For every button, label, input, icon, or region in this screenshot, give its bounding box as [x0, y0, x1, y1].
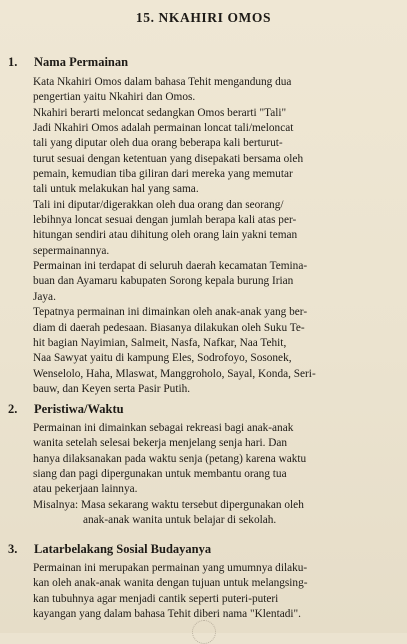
text-line: tali untuk melakukan hal yang sama.	[33, 183, 199, 196]
text-line: Wenselolo, Haha, Mlaswat, Manggroholo, Sayal, Konda, Seri-	[33, 367, 316, 380]
text-line: buan dan Ayamaru kabupaten Sorong kepala burung Irian	[33, 275, 294, 288]
text-line: Misalnya: Masa sekarang waktu tersebut dipergunakan oleh	[33, 498, 304, 511]
text-line: Tepatnya permainan ini dimainkan oleh anak-anak yang ber-	[33, 306, 308, 319]
text-line: lebihnya loncat sesuai dengan jumlah berapa kali atas per-	[33, 214, 297, 227]
text-line: Permainan ini dimainkan sebagai rekreasi bagi anak-anak	[33, 422, 294, 434]
text-line: Permainan ini merupakan permainan yang umumnya dilaku-	[33, 562, 308, 574]
text-line: Permainan ini terdapat di seluruh daerah kecamatan Temina-	[33, 260, 308, 273]
text-line: Jaya.	[33, 290, 56, 303]
section-1-heading	[8, 55, 128, 70]
text-line: sepermainannya.	[33, 244, 110, 257]
text-line: Nkahiri berarti meloncat sedangkan Omos berarti "Tali"	[33, 106, 287, 119]
text-line-indented: anak-anak wanita untuk belajar di sekolah.	[83, 514, 277, 527]
text-line: Naa Sawyat yaitu di kampung Eles, Sodrofoyo, Sosonek,	[33, 352, 292, 365]
text-line: kan oleh anak-anak wanita dengan tujuan untuk melangsing-	[33, 577, 308, 590]
text-line: kan tubuhnya agar menjadi cantik seperti puteri-puteri	[33, 592, 279, 605]
text-line: wanita setelah selesai bekerja menjelang senja hari. Dan	[33, 437, 288, 450]
section-title: Latarbelakang Sosial Budayanya	[34, 542, 212, 556]
text-line: Kata Nkahiri Omos dalam bahasa Tehit mengandung dua	[33, 76, 292, 88]
page-title: 15. NKAHIRI OMOS	[135, 10, 272, 25]
section-title: Peristiwa/Waktu	[34, 402, 124, 416]
section-number: 3.	[8, 542, 18, 556]
text-line: atau pekerjaan lainnya.	[33, 483, 138, 496]
text-line: pemain, kemudian tiba giliran dari mereka yang memutar	[33, 168, 293, 181]
section-2-heading	[8, 402, 124, 417]
text-line: hanya dilaksanakan pada waktu senja (petang) karena waktu	[33, 452, 307, 465]
text-line: tali yang diputar oleh dua orang beberapa kali berturut-	[33, 137, 283, 150]
text-line: Tali ini diputar/digerakkan oleh dua orang dan seorang/	[33, 198, 284, 211]
text-line: turut sesuai dengan ketentuan yang disepakati bersama oleh	[33, 152, 304, 165]
section-1-body	[33, 75, 395, 397]
text-line: hitungan sendiri atau dihitung oleh orang lain yakni teman	[33, 229, 298, 242]
section-number: 1.	[8, 55, 18, 69]
section-number: 2.	[8, 402, 18, 416]
section-3-body	[33, 561, 395, 622]
text-line: Jadi Nkahiri Omos adalah permainan loncat tali/meloncat	[33, 122, 294, 135]
text-line: kayangan yang dalam bahasa Tehit diberi nama "Klentadi".	[33, 608, 301, 621]
text-line: hit bagian Nayimian, Salmeit, Nasfa, Nafkar, Naa Tehit,	[33, 336, 287, 349]
page-ornament	[192, 620, 216, 644]
section-2-body	[33, 421, 395, 528]
text-line: bauw, dan Keyen serta Pasir Putih.	[33, 382, 191, 395]
text-line: siang dan pagi dipergunakan untuk membantu orang tua	[33, 468, 287, 481]
section-title: Nama Permainan	[34, 55, 129, 69]
section-3-heading	[8, 542, 211, 557]
text-line: pengertian yaitu Nkahiri dan Omos.	[33, 91, 196, 104]
text-line: diam di daerah pedesaan. Biasanya dilakukan oleh Suku Te-	[33, 321, 305, 334]
